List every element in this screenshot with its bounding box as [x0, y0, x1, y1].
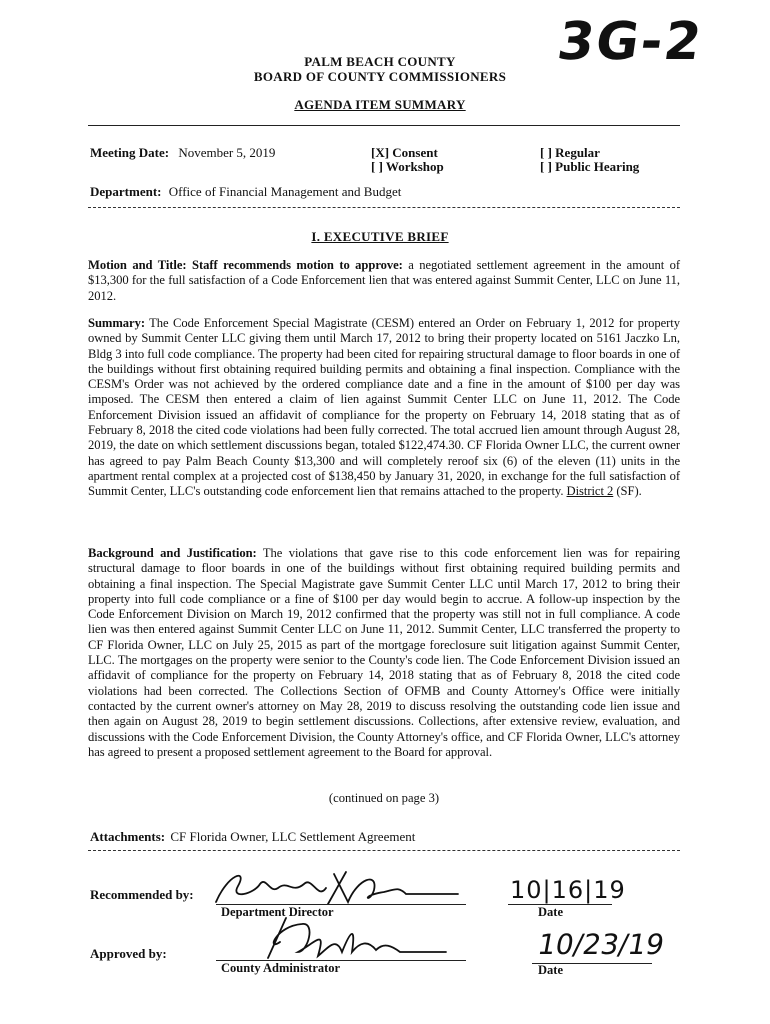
director-role: Department Director	[221, 905, 334, 919]
handwritten-item-number: 3G-2	[553, 12, 707, 72]
header-board: BOARD OF COUNTY COMMISSIONERS	[253, 69, 507, 84]
header-county: PALM BEACH COUNTY	[304, 54, 456, 69]
section-title: I. EXECUTIVE BRIEF	[311, 229, 449, 244]
summary-label: Summary:	[88, 316, 145, 330]
department	[90, 184, 401, 200]
motion-text: a negotiated settlement agreement in the amount of $13,300 for the full satisfaction of a Code Enforcement lien that was entered against Summit Center, LLC on June 11, 2012.	[88, 258, 681, 303]
director-date-label: Date	[538, 905, 563, 919]
attachments-label: Attachments:	[90, 829, 166, 844]
summary-text: The Code Enforcement Special Magistrate (CESM) entered an Order on February 1, 2012 for property owned by Summit Center LLC giving them until March 17, 2012 to bring their property located on 5161 Jaczko Ln, Bldg 3 into full code compliance. The property had been cited for repairing structural damage to floor boards in one of the buildings without first obtaining required building permits and obtaining a final inspection. Compliance with the CESM's Order was not achieved by the ordered compliance date and a fine in the amount of $100 per day was imposed. The CESM then entered a claim of lien against Summit Center LLC on June 11, 2012. The Code Enforcement Division issued an affidavit of compliance for the property on February 14, 2018 stating that as of February 8, 2018 the cited code violations had been fully corrected. The total accrued lien amount through August 28, 2019, the date on which settlement discussions began, totaled $122,474.30. CF Florida Owner LLC, the current owner has agreed to pay Palm Beach County $13,300 and will completely reroof six (6) of the eleven (11) units in the apartment rental complex at a projected cost of $138,450 by January 31, 2020, in exchange for the full satisfaction of Summit Center, LLC's outstanding code enforcement lien that remains attached to the property.	[88, 316, 680, 499]
district-suffix: (SF).	[616, 484, 642, 499]
background-label: Background and Justification:	[88, 546, 257, 560]
summary-paragraph	[88, 316, 680, 500]
meeting-date	[90, 145, 275, 161]
district-label: District 2	[566, 484, 614, 499]
recommended-label: Recommended by:	[90, 887, 194, 902]
regular-checkbox: [ ] Regular	[540, 145, 600, 160]
approved-label: Approved by:	[90, 946, 167, 961]
page-title: AGENDA ITEM SUMMARY	[294, 97, 466, 112]
attachments-divider	[88, 850, 680, 851]
continued-note: (continued on page 3)	[328, 791, 440, 805]
workshop-checkbox: [ ] Workshop	[371, 159, 444, 174]
director-date-value: 10|16|19	[510, 876, 626, 904]
department-value: Office of Financial Management and Budget	[168, 184, 402, 199]
administrator-role: County Administrator	[221, 961, 341, 975]
administrator-date-label: Date	[538, 963, 563, 977]
administrator-date-value: 10/23/19	[535, 928, 667, 961]
consent-checkbox: [X] Consent	[371, 145, 438, 160]
motion-label: Motion and Title: Staff recommends motion to approve:	[88, 258, 403, 272]
motion-paragraph	[88, 258, 680, 304]
public-hearing-checkbox: [ ] Public Hearing	[540, 159, 640, 174]
background-paragraph	[88, 546, 680, 760]
attachments-value: CF Florida Owner, LLC Settlement Agreement	[170, 829, 416, 844]
department-label: Department:	[90, 184, 162, 199]
header-divider	[88, 125, 680, 126]
meeting-date-value: November 5, 2019	[178, 145, 276, 160]
attachments	[90, 829, 415, 845]
administrator-signature	[256, 912, 456, 964]
department-divider	[88, 207, 680, 208]
meeting-date-label: Meeting Date:	[90, 145, 170, 160]
background-text: The violations that gave rise to this code enforcement lien was for repairing structural damage to floor boards in one of the buildings without first obtaining required building permits and obtaining a final inspection. The Special Magistrate gave Summit Center LLC until March 17, 2012 to bring their property into full code compliance or a fine of $100 per day would begin to accrue. A follow-up inspection by the Code Enforcement Division on March 19, 2012 confirmed that the property was still not in full compliance. A code lien was then entered against Summit Center LLC on June 11, 2012. Summit Center, LLC transferred the property to CF Florida Owner, LLC on July 25, 2015 as part of the mortgage foreclosure suit litigation against Summit Center, LLC. The mortgages on the property were senior to the County's code lien. The Code Enforcement Division issued an affidavit of compliance for the property on February 14, 2018 stating that as of February 8, 2018 the cited code violations had been corrected. The Collections Section of OFMB and County Attorney's Office were initially contacted by the current owner's attorney on May 28, 2019 to discuss resolving the outstanding code lien issue and then again on August 28, 2019 to begin settlement discussions. Collections, after extensive review, evaluation, and discussions with the Code Enforcement Division, the County Attorney's office, and CF Florida Owner, LLC's attorney has agreed to present a proposed settlement agreement to the Board for approval.	[88, 546, 680, 759]
